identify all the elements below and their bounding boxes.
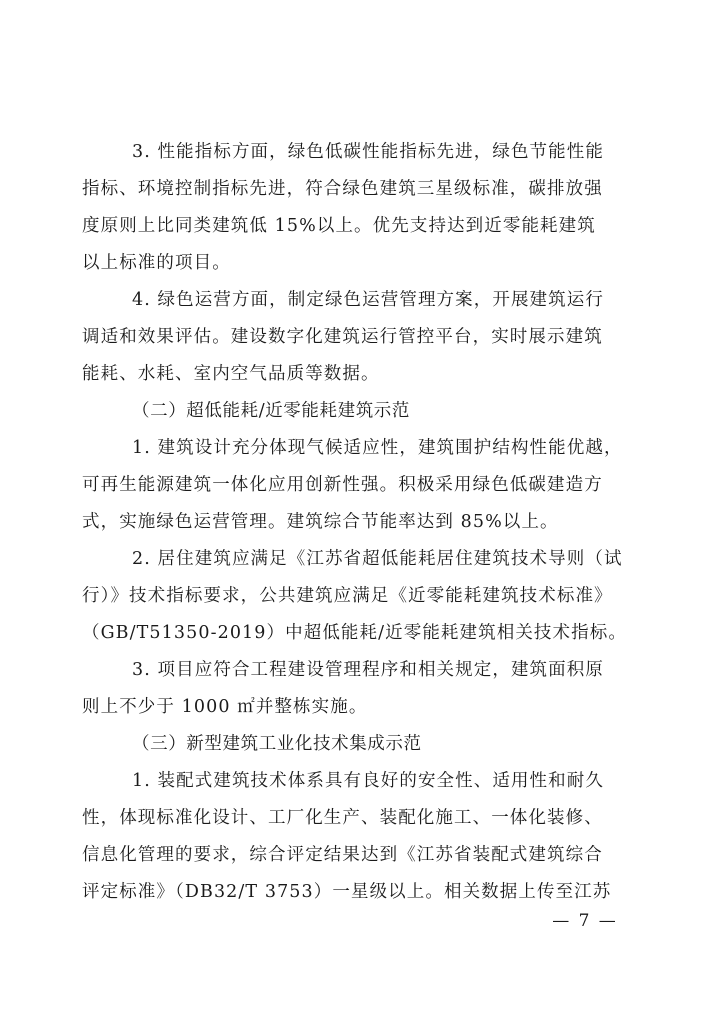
paragraph-line: 信息化管理的要求，综合评定结果达到《江苏省装配式建筑综合 (82, 845, 603, 865)
page-number: — 7 — (552, 911, 618, 931)
paragraph-line: 指标、环境控制指标先进，符合绿色建筑三星级标准，碳排放强 (82, 179, 603, 199)
paragraph-line: 调适和效果评估。建设数字化建筑运行管控平台，实时展示建筑 (82, 327, 603, 347)
paragraph-line: 3. 性能指标方面，绿色低碳性能指标先进，绿色节能性能 (132, 142, 604, 162)
paragraph-line: 可再生能源建筑一体化应用创新性强。积极采用绿色低碳建造方 (82, 475, 603, 495)
paragraph-line: 3. 项目应符合工程建设管理程序和相关规定，建筑面积原 (132, 660, 604, 680)
section-heading: （三）新型建筑工业化技术集成示范 (132, 734, 422, 754)
section-heading: （二）超低能耗/近零能耗建筑示范 (132, 401, 410, 421)
paragraph-line: 性，体现标准化设计、工厂化生产、装配化施工、一体化装修、 (82, 808, 603, 828)
paragraph-line: 式，实施绿色运营管理。建筑综合节能率达到 85%以上。 (82, 512, 559, 532)
paragraph-line: 行）》技术指标要求，公共建筑应满足《近零能耗建筑技术标准》 (82, 586, 613, 606)
paragraph-line: 2. 居住建筑应满足《江苏省超低能耗居住建筑技术导则（试 (132, 549, 623, 569)
paragraph-line: 1. 建筑设计充分体现气候适应性，建筑围护结构性能优越， (132, 438, 623, 458)
paragraph-line: 4. 绿色运营方面，制定绿色运营管理方案，开展建筑运行 (132, 290, 604, 310)
paragraph-line: 度原则上比同类建筑低 15%以上。优先支持达到近零能耗建筑 (82, 216, 596, 236)
paragraph-line: 1. 装配式建筑技术体系具有良好的安全性、适用性和耐久 (132, 771, 604, 791)
paragraph-line: 评定标准》（DB32/T 3753）一星级以上。相关数据上传至江苏 (82, 882, 612, 902)
paragraph-line: （GB/T51350-2019）中超低能耗/近零能耗建筑相关技术指标。 (82, 623, 627, 643)
paragraph-line: 以上标准的项目。 (82, 253, 231, 273)
paragraph-line: 则上不少于 1000 ㎡并整栋实施。 (82, 697, 368, 717)
paragraph-line: 能耗、水耗、室内空气品质等数据。 (82, 364, 380, 384)
